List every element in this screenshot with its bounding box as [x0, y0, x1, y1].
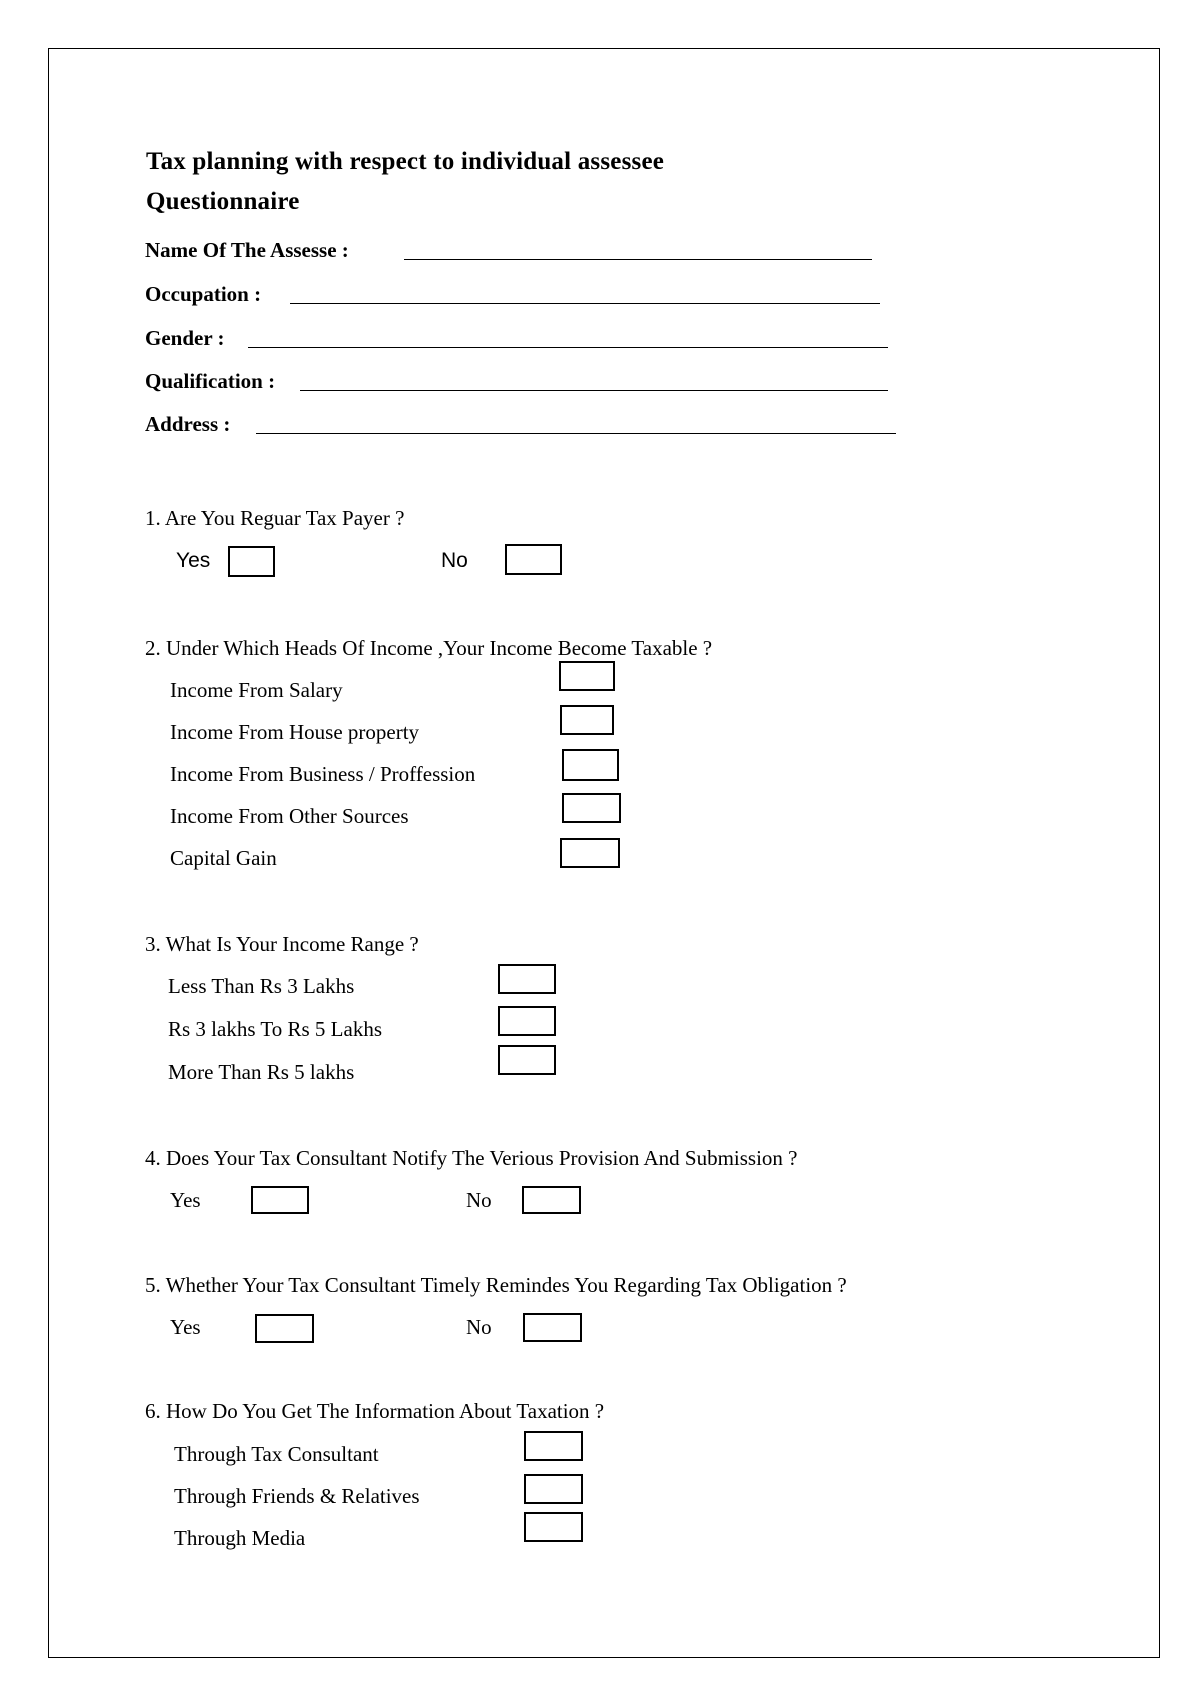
- question-3-text: 3. What Is Your Income Range ?: [145, 932, 419, 956]
- q4-yes-label: Yes: [170, 1188, 201, 1212]
- q3-option-checkbox[interactable]: [498, 1045, 556, 1075]
- gender-field[interactable]: [248, 347, 888, 348]
- q3-option-label: More Than Rs 5 lakhs: [168, 1060, 355, 1084]
- q6-option-label: Through Tax Consultant: [174, 1442, 379, 1466]
- q5-yes-checkbox[interactable]: [255, 1314, 314, 1343]
- q1-yes-checkbox[interactable]: [228, 546, 275, 577]
- q6-option-label: Through Media: [174, 1526, 306, 1550]
- q6-option-label: Through Friends & Relatives: [174, 1484, 420, 1508]
- q4-yes-checkbox[interactable]: [251, 1186, 309, 1214]
- q5-no-checkbox[interactable]: [523, 1313, 582, 1342]
- qualification-field[interactable]: [300, 390, 888, 391]
- q2-option-checkbox[interactable]: [560, 705, 614, 735]
- q3-option-label: Rs 3 lakhs To Rs 5 Lakhs: [168, 1017, 382, 1041]
- qualification-label: Qualification :: [145, 369, 276, 393]
- gender-label: Gender :: [145, 326, 225, 350]
- q4-no-checkbox[interactable]: [522, 1186, 581, 1214]
- q1-no-checkbox[interactable]: [505, 544, 562, 575]
- q2-option-checkbox[interactable]: [560, 838, 620, 868]
- q2-option-label: Capital Gain: [170, 846, 277, 870]
- q6-option-checkbox[interactable]: [524, 1474, 583, 1504]
- page-title: Tax planning with respect to individual assessee: [146, 148, 665, 175]
- name-field[interactable]: [404, 259, 872, 260]
- question-4-text: 4. Does Your Tax Consultant Notify The Verious Provision And Submission ?: [145, 1146, 798, 1170]
- q2-option-checkbox[interactable]: [562, 749, 619, 781]
- question-5-text: 5. Whether Your Tax Consultant Timely Remindes You Regarding Tax Obligation ?: [145, 1273, 847, 1297]
- q1-yes-label: Yes: [176, 549, 211, 572]
- question-6-text: 6. How Do You Get The Information About Taxation ?: [145, 1399, 605, 1423]
- address-label: Address :: [145, 412, 231, 436]
- q2-option-checkbox[interactable]: [559, 661, 615, 691]
- q2-option-label: Income From Business / Proffession: [170, 762, 476, 786]
- question-1-text: 1. Are You Reguar Tax Payer ?: [145, 506, 405, 530]
- page-subtitle: Questionnaire: [146, 188, 300, 215]
- q2-option-checkbox[interactable]: [562, 793, 621, 823]
- q1-no-label: No: [441, 549, 468, 572]
- q3-option-checkbox[interactable]: [498, 964, 556, 994]
- q5-no-label: No: [466, 1315, 492, 1339]
- q3-option-label: Less Than Rs 3 Lakhs: [168, 974, 355, 998]
- q3-option-checkbox[interactable]: [498, 1006, 556, 1036]
- q5-yes-label: Yes: [170, 1315, 201, 1339]
- q2-option-label: Income From Salary: [170, 678, 343, 702]
- question-2-text: 2. Under Which Heads Of Income ,Your Income Become Taxable ?: [145, 636, 713, 660]
- q2-option-label: Income From House property: [170, 720, 420, 744]
- q6-option-checkbox[interactable]: [524, 1512, 583, 1542]
- occupation-field[interactable]: [290, 303, 880, 304]
- occupation-label: Occupation :: [145, 282, 262, 306]
- address-field[interactable]: [256, 433, 896, 434]
- name-label: Name Of The Assesse :: [145, 238, 349, 262]
- q6-option-checkbox[interactable]: [524, 1431, 583, 1461]
- q4-no-label: No: [466, 1188, 492, 1212]
- q2-option-label: Income From Other Sources: [170, 804, 409, 828]
